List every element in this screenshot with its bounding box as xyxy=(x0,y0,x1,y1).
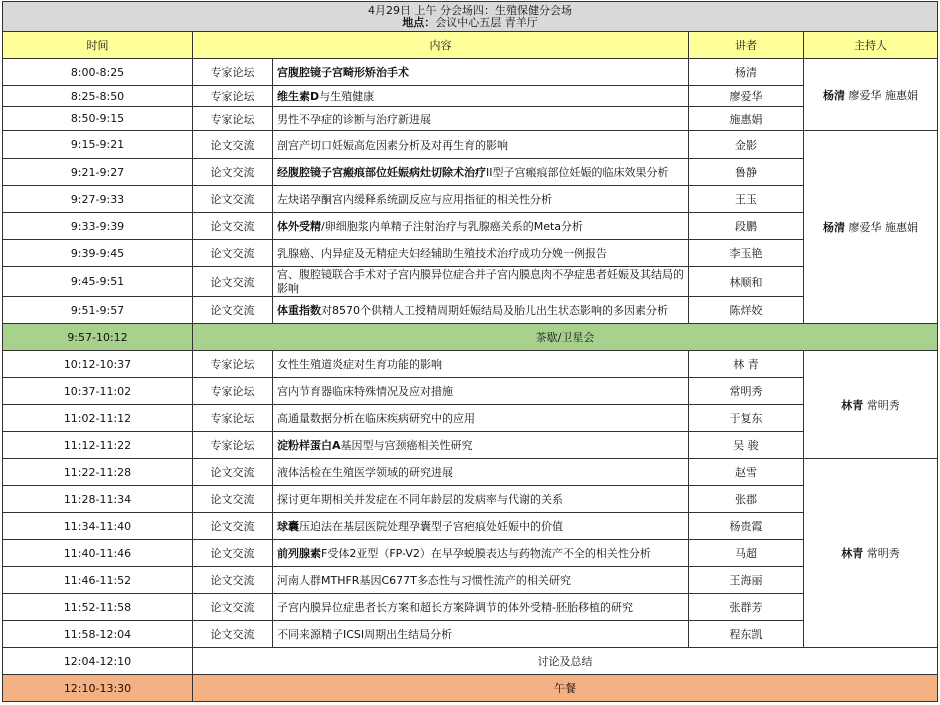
type-cell: 论文交流 xyxy=(193,459,273,486)
table-row xyxy=(3,213,938,240)
table-row xyxy=(3,405,938,432)
table-row xyxy=(3,159,938,186)
table-row xyxy=(3,540,938,567)
host-cell xyxy=(804,351,938,459)
time-cell: 8:25-8:50 xyxy=(3,86,193,107)
speaker-cell: 杨贵霞 xyxy=(689,513,804,540)
location-value: 会议中心五层 青羊厅 xyxy=(435,15,538,29)
speaker-cell: 程东凯 xyxy=(689,621,804,648)
table-row xyxy=(3,513,938,540)
title-cell xyxy=(273,186,689,213)
title-text: 高通量数据分析在临床疾病研究中的应用 xyxy=(277,412,475,425)
title-text: 压迫法在基层医院处理孕囊型子宫疤痕处妊娠中的价值 xyxy=(299,520,563,533)
table-row xyxy=(3,567,938,594)
speaker-cell: 陈烊姣 xyxy=(689,297,804,324)
time-cell: 8:50-9:15 xyxy=(3,107,193,131)
speaker-cell: 鲁静 xyxy=(689,159,804,186)
time-cell: 9:45-9:51 xyxy=(3,267,193,297)
discussion-time: 12:04-12:10 xyxy=(3,648,193,675)
title-cell xyxy=(273,86,689,107)
discussion-row xyxy=(3,648,938,675)
time-cell: 9:51-9:57 xyxy=(3,297,193,324)
title-text: 对8570个供精人工授精周期妊娠结局及胎儿出生状态影响的多因素分析 xyxy=(321,304,668,317)
speaker-cell: 张郡 xyxy=(689,486,804,513)
title-cell xyxy=(273,405,689,432)
table-row xyxy=(3,594,938,621)
speaker-cell: 常明秀 xyxy=(689,378,804,405)
time-cell: 11:02-11:12 xyxy=(3,405,193,432)
type-cell: 论文交流 xyxy=(193,486,273,513)
title-text: 子宫内膜异位症患者长方案和超长方案降调节的体外受精-胚胎移植的研究 xyxy=(277,601,633,614)
title-text: 乳腺癌、内异症及无精症夫妇经辅助生殖技术治疗成功分娩一例报告 xyxy=(277,247,607,260)
title-cell xyxy=(273,131,689,159)
column-header-time: 时间 xyxy=(3,32,193,59)
host-bold: 杨清 xyxy=(823,221,846,234)
table-row xyxy=(3,297,938,324)
speaker-cell: 杨清 xyxy=(689,59,804,86)
type-cell: 专家论坛 xyxy=(193,405,273,432)
title-text: 男性不孕症的诊断与治疗新进展 xyxy=(277,112,431,126)
table-row xyxy=(3,351,938,378)
table-row xyxy=(3,59,938,86)
table-row xyxy=(3,186,938,213)
time-cell: 11:40-11:46 xyxy=(3,540,193,567)
type-cell: 论文交流 xyxy=(193,513,273,540)
title-cell xyxy=(273,513,689,540)
speaker-cell: 张群芳 xyxy=(689,594,804,621)
time-cell: 10:12-10:37 xyxy=(3,351,193,378)
type-cell: 论文交流 xyxy=(193,621,273,648)
title-text: 女性生殖道炎症对生育功能的影响 xyxy=(277,358,442,371)
title-cell xyxy=(273,159,689,186)
speaker-cell: 林顺和 xyxy=(689,267,804,297)
title-cell xyxy=(273,59,689,86)
host-rest: 廖爱华 施惠娟 xyxy=(845,88,919,102)
title-cell xyxy=(273,567,689,594)
time-cell: 11:34-11:40 xyxy=(3,513,193,540)
host-bold: 杨清 xyxy=(823,88,846,102)
type-cell: 专家论坛 xyxy=(193,107,273,131)
title-cell xyxy=(273,107,689,131)
type-cell: 论文交流 xyxy=(193,131,273,159)
table-row xyxy=(3,240,938,267)
type-cell: 论文交流 xyxy=(193,540,273,567)
type-cell: 专家论坛 xyxy=(193,86,273,107)
session-header xyxy=(3,2,938,32)
type-cell: 论文交流 xyxy=(193,594,273,621)
column-header-speaker: 讲者 xyxy=(689,32,804,59)
session-location xyxy=(7,17,933,29)
column-header-row xyxy=(3,32,938,59)
title-cell xyxy=(273,459,689,486)
title-cell xyxy=(273,351,689,378)
host-cell xyxy=(804,459,938,648)
speaker-cell: 段鹏 xyxy=(689,213,804,240)
type-cell: 论文交流 xyxy=(193,240,273,267)
schedule-table xyxy=(2,1,938,702)
time-cell: 11:12-11:22 xyxy=(3,432,193,459)
host-bold: 林青 xyxy=(841,547,864,560)
column-header-host: 主持人 xyxy=(804,32,938,59)
host-cell xyxy=(804,59,938,131)
title-cell xyxy=(273,240,689,267)
title-cell xyxy=(273,213,689,240)
host-rest: 常明秀 xyxy=(863,398,900,412)
title-cell xyxy=(273,267,689,297)
tea-break-row xyxy=(3,324,938,351)
time-cell: 9:33-9:39 xyxy=(3,213,193,240)
speaker-cell: 金影 xyxy=(689,131,804,159)
title-cell xyxy=(273,621,689,648)
title-bold: 经腹腔镜子宫瘢痕部位妊娠病灶切除术治疗 xyxy=(277,166,486,179)
type-cell: 论文交流 xyxy=(193,267,273,297)
title-bold: 宫腹腔镜子宫畸形矫治手术 xyxy=(277,66,409,79)
speaker-cell: 李玉艳 xyxy=(689,240,804,267)
table-row xyxy=(3,378,938,405)
title-cell xyxy=(273,432,689,459)
type-cell: 专家论坛 xyxy=(193,378,273,405)
discussion-label: 讨论及总结 xyxy=(193,648,938,675)
host-bold: 林青 xyxy=(841,398,864,412)
title-text: 基因型与宫颈癌相关性研究 xyxy=(340,439,473,452)
title-text: /卵细胞浆内单精子注射治疗与乳腺癌关系的Meta分析 xyxy=(321,220,584,233)
title-cell xyxy=(273,378,689,405)
title-bold: 前列腺素 xyxy=(277,547,321,560)
speaker-cell: 王玉 xyxy=(689,186,804,213)
title-text: 剖宫产切口妊娠高危因素分析及对再生育的影响 xyxy=(277,138,508,152)
lunch-label: 午餐 xyxy=(193,675,938,702)
session-header-row xyxy=(3,2,938,32)
speaker-cell: 于复东 xyxy=(689,405,804,432)
time-cell: 9:15-9:21 xyxy=(3,131,193,159)
table-row xyxy=(3,86,938,107)
tea-break-label: 茶歇/卫星会 xyxy=(193,324,938,351)
speaker-cell: 马超 xyxy=(689,540,804,567)
title-bold: 球囊 xyxy=(277,520,299,533)
location-label: 地点： xyxy=(402,15,436,29)
table-row xyxy=(3,486,938,513)
speaker-cell: 赵雪 xyxy=(689,459,804,486)
time-cell: 9:27-9:33 xyxy=(3,186,193,213)
speaker-cell: 王海丽 xyxy=(689,567,804,594)
title-text: 探讨更年期相关并发症在不同年龄层的发病率与代谢的关系 xyxy=(277,493,563,506)
title-text: 不同来源精子ICSI周期出生结局分析 xyxy=(277,628,453,641)
title-cell xyxy=(273,594,689,621)
speaker-cell: 吴 骏 xyxy=(689,432,804,459)
title-text: 宫、腹腔镜联合手术对子宫内膜异位症合并子宫内膜息肉不孕症患者妊娠及其结局的影响 xyxy=(277,267,684,295)
schedule-sheet xyxy=(2,1,937,703)
table-row xyxy=(3,131,938,159)
table-row xyxy=(3,107,938,131)
type-cell: 论文交流 xyxy=(193,567,273,594)
title-text: 液体活检在生殖医学领域的研究进展 xyxy=(277,466,453,479)
lunch-row xyxy=(3,675,938,702)
column-header-content: 内容 xyxy=(193,32,689,59)
title-text: F受体2亚型（FP-V2）在早孕蜕膜表达与药物流产不全的相关性分析 xyxy=(321,547,651,560)
table-row xyxy=(3,459,938,486)
title-cell xyxy=(273,297,689,324)
title-text: 左炔诺孕酮宫内缓释系统副反应与应用指征的相关性分析 xyxy=(277,193,552,206)
speaker-cell: 林 青 xyxy=(689,351,804,378)
time-cell: 8:00-8:25 xyxy=(3,59,193,86)
title-cell xyxy=(273,486,689,513)
speaker-cell: 施惠娟 xyxy=(689,107,804,131)
time-cell: 11:46-11:52 xyxy=(3,567,193,594)
type-cell: 论文交流 xyxy=(193,186,273,213)
host-rest: 廖爱华 施惠娟 xyxy=(845,221,919,234)
host-rest: 常明秀 xyxy=(863,547,900,560)
title-text: 与生殖健康 xyxy=(319,90,375,103)
title-bold: 维生素D xyxy=(277,90,320,103)
title-bold: 淀粉样蛋白A xyxy=(277,439,341,452)
table-row xyxy=(3,267,938,297)
title-text: II型子宫瘢痕部位妊娠的临床效果分析 xyxy=(486,166,669,179)
title-text: 河南人群MTHFR基因C677T多态性与习惯性流产的相关研究 xyxy=(277,574,571,587)
table-row xyxy=(3,621,938,648)
lunch-time: 12:10-13:30 xyxy=(3,675,193,702)
time-cell: 9:39-9:45 xyxy=(3,240,193,267)
type-cell: 专家论坛 xyxy=(193,351,273,378)
time-cell: 11:22-11:28 xyxy=(3,459,193,486)
type-cell: 论文交流 xyxy=(193,297,273,324)
title-bold: 体重指数 xyxy=(277,304,321,317)
title-cell xyxy=(273,540,689,567)
time-cell: 11:52-11:58 xyxy=(3,594,193,621)
time-cell: 11:28-11:34 xyxy=(3,486,193,513)
type-cell: 论文交流 xyxy=(193,159,273,186)
tea-break-time: 9:57-10:12 xyxy=(3,324,193,351)
type-cell: 专家论坛 xyxy=(193,59,273,86)
speaker-cell: 廖爱华 xyxy=(689,86,804,107)
time-cell: 10:37-11:02 xyxy=(3,378,193,405)
table-row xyxy=(3,432,938,459)
title-text: 宫内节育器临床特殊情况及应对措施 xyxy=(277,385,453,398)
title-bold: 体外受精 xyxy=(277,220,321,233)
time-cell: 11:58-12:04 xyxy=(3,621,193,648)
host-cell xyxy=(804,131,938,324)
type-cell: 论文交流 xyxy=(193,213,273,240)
type-cell: 专家论坛 xyxy=(193,432,273,459)
time-cell: 9:21-9:27 xyxy=(3,159,193,186)
session-title: 4月29日 上午 分会场四：生殖保健分会场 xyxy=(368,3,573,17)
